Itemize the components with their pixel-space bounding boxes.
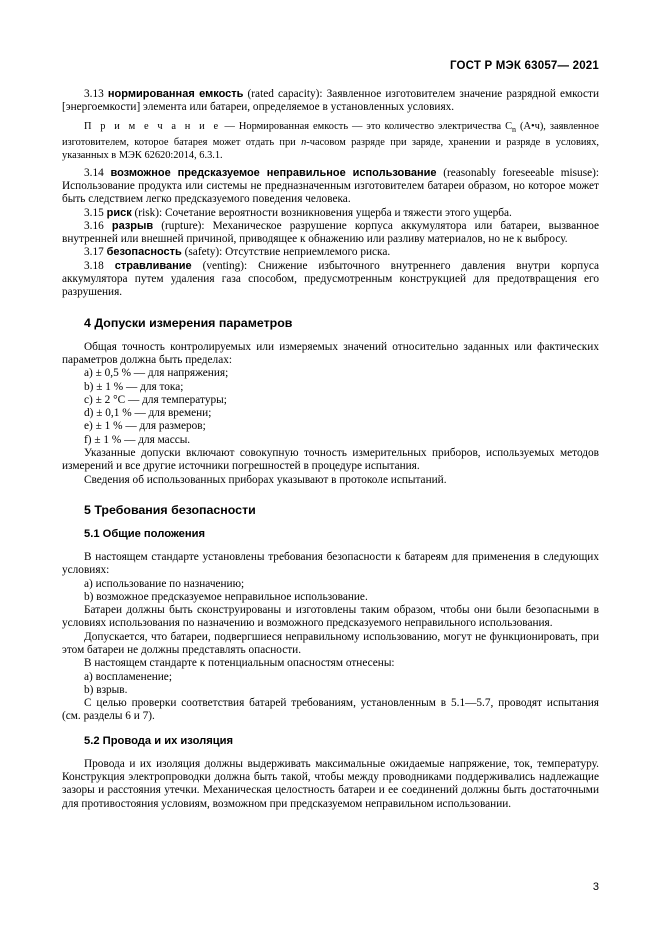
term-text: : Заявленное изготовителем значение разрядной емкости [энергоемкости] элемента или батареи, определяемое в установленных условиях. xyxy=(62,88,599,114)
note-italic: n xyxy=(301,136,307,148)
list-item: d) ± 0,1 % — для времени; xyxy=(84,407,212,420)
list-item: a) использование по назначению; xyxy=(84,577,245,590)
section-4-intro: Общая точность контролируемых или измеряемых значений относительно заданных или фактических параметров должна быть пределах: xyxy=(62,340,599,366)
list-item: b) взрыв. xyxy=(84,683,128,696)
section-5-1-p1: В настоящем стандарте установлены требования безопасности к батареям для применения в следующих условиях: xyxy=(62,550,599,577)
note-label: П р и м е ч а н и е xyxy=(84,120,221,132)
list-item: b) возможное предсказуемое неправильное использование. xyxy=(84,590,368,603)
term-en: (risk) xyxy=(134,206,160,219)
term-name: риск xyxy=(106,206,132,219)
term-en: (venting) xyxy=(202,259,245,272)
list-item: a) воспламенение; xyxy=(84,670,172,683)
term-en: (rated capacity) xyxy=(247,88,320,100)
term-name: нормированная емкость xyxy=(107,88,244,100)
page-number: 3 xyxy=(592,881,599,893)
term-number: 3.16 xyxy=(84,219,104,232)
section-4-heading: 4 Допуски измерения параметров xyxy=(84,315,293,330)
term-text: : Сочетание вероятности возникновения ущерба и тяжести этого ущерба. xyxy=(159,206,512,219)
note-3-13 xyxy=(62,120,599,162)
term-name: возможное предсказуемое неправильное использование xyxy=(110,166,437,179)
term-en: (safety) xyxy=(184,246,220,259)
term-name: разрыв xyxy=(111,219,154,232)
term-number: 3.17 xyxy=(84,246,104,259)
section-4-para-after: Указанные допуски включают совокупную точность измерительных приборов, используемых методов измерений и все другие источники погрешностей в процедуре испытания. xyxy=(62,447,599,473)
term-text: : Механическое разрушение корпуса аккумулятора или батареи, вызванное внутренней или внешней причиной, приводящее к обнажению или разливу материалов, но не к выбросу. xyxy=(62,219,599,246)
term-3-14 xyxy=(62,167,599,207)
section-5-1-p3: Допускается, что батареи, подвергшиеся неправильному использованию, могут не функционировать, при этом батареи не должны представлять опасности. xyxy=(62,630,599,656)
section-5-2-heading: 5.2 Провода и их изоляция xyxy=(84,734,234,747)
term-3-15 xyxy=(62,207,599,220)
note-text-3: -часовом разряде при заряде, хранении и разряде в условиях, указанных в МЭК 62620:2014, 6.3.1. xyxy=(62,136,599,161)
term-text: : Отсутствие неприемлемого риска. xyxy=(219,246,391,259)
section-5-1-p2: Батареи должны быть сконструированы и изготовлены таким образом, чтобы они были безопасными в условиях использования по назначению и возможного предсказуемого неправильного использования. xyxy=(62,604,599,630)
term-3-17 xyxy=(62,246,599,259)
term-name: стравливание xyxy=(114,259,192,272)
term-name: безопасность xyxy=(106,246,182,259)
section-5-1-p5: С целью проверки соответствия батарей требованиям, установленным в 5.1—5.7, проводят испытания (см. разделы 6 и 7). xyxy=(62,697,599,723)
term-number: 3.15 xyxy=(84,206,104,219)
term-en: (rupture) xyxy=(161,219,202,232)
section-5-1-p4: В настоящем стандарте к потенциальным опасностям отнесены: xyxy=(84,657,395,670)
list-item: a) ± 0,5 % — для напряжения; xyxy=(84,367,229,380)
section-5-2-p1: Провода и их изоляция должны выдерживать максимальные ожидаемые напряжение, ток, температуру. Конструкция электропроводки должна быть такой, чтобы между проводниками поддерживались надлежащие зазоры и расстояния утечки. Механическая целостность батареи и ее соединений должны быть достаточными для противостояния условиям, возможном при предсказуемом неправильном использовании. xyxy=(62,757,599,810)
note-subscript: n xyxy=(512,124,517,134)
term-text: : Использование продукта или системы не предназначенным изготовителем батареи образом, но которое может быть следствием легко предсказуемого поведения человека. xyxy=(62,166,600,206)
section-5-heading: 5 Требования безопасности xyxy=(84,502,256,517)
page-content xyxy=(62,88,599,811)
term-text: : Снижение избыточного внутреннего давления внутри корпуса аккумулятора путем удаления газа способом, предусмотренным конструкцией для предотвращения его разрушения. xyxy=(62,259,600,299)
note-text-1: — Нормированная емкость — это количество электричества C xyxy=(220,120,513,132)
list-item: e) ± 1 % — для размеров; xyxy=(84,420,206,433)
term-number: 3.14 xyxy=(84,166,104,179)
section-4-para-last: Сведения об использованных приборах указывают в протоколе испытаний. xyxy=(84,473,447,486)
list-item: b) ± 1 % — для тока; xyxy=(84,380,184,393)
term-number: 3.18 xyxy=(84,259,104,272)
term-en: (reasonably foreseeable misuse) xyxy=(443,166,596,179)
term-number: 3.13 xyxy=(84,88,104,100)
term-3-18 xyxy=(62,260,599,300)
list-item: c) ± 2 °С — для температуры; xyxy=(84,393,227,406)
term-3-16 xyxy=(62,220,599,247)
list-item: f) ± 1 % — для массы. xyxy=(84,433,191,446)
term-3-13 xyxy=(62,88,599,115)
page-header: ГОСТ Р МЭК 63057— 2021 xyxy=(449,60,599,72)
section-5-1-heading: 5.1 Общие положения xyxy=(84,527,206,540)
note-text-2: (А•ч), заявленное изготовителем, которое батарея может отдать при xyxy=(62,120,599,148)
